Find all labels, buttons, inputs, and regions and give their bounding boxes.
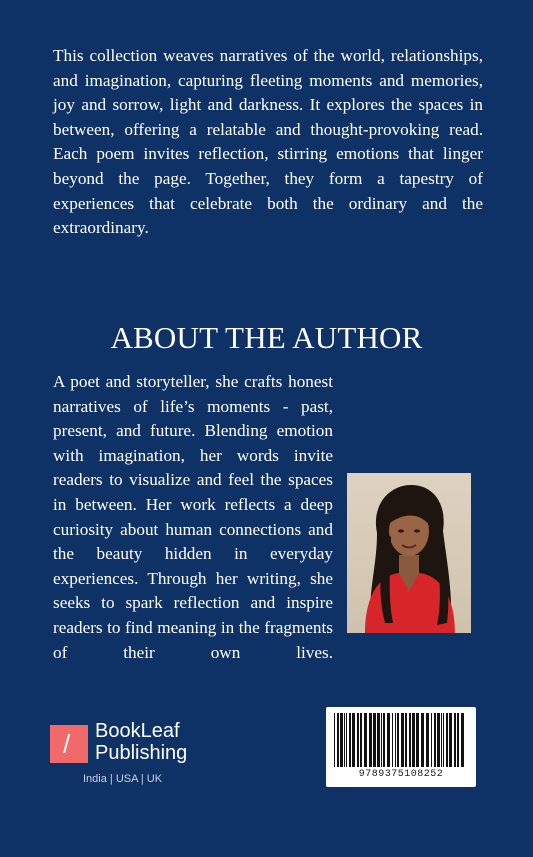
barcode-bar: [446, 713, 448, 767]
barcode-bar: [377, 713, 380, 767]
barcode-bar: [454, 713, 456, 767]
barcode-bar: [449, 713, 452, 767]
barcode-bar: [387, 713, 390, 767]
barcode-bar: [381, 713, 382, 767]
author-photo: [347, 473, 471, 633]
barcode-bar: [392, 713, 393, 767]
barcode-bar: [409, 713, 411, 767]
barcode-bar: [434, 713, 436, 767]
barcode-bar: [337, 713, 339, 767]
publisher-regions: India | USA | UK: [83, 773, 163, 785]
barcode-bar: [334, 713, 335, 767]
author-portrait-icon: [347, 473, 471, 633]
barcode-bar: [349, 713, 351, 767]
barcode-bar: [443, 713, 444, 767]
barcode-bar: [344, 713, 345, 767]
isbn-number: 9789375108252: [358, 769, 444, 780]
back-cover-blurb: This collection weaves narratives of the world, relationships, and imagination, capturing fleeting moments and memories, joy and sorrow, light and darkness. It explores the spaces in between, offering a relatable and thought-provoking read. Each poem invites reflection, stirring emotions that linger beyond the page. Together, they form a tapestry of experiences that celebrate both the ordinary and the extraordinary.: [53, 46, 483, 238]
barcode-bar: [431, 713, 432, 767]
about-author-heading: ABOUT THE AUTHOR: [110, 320, 423, 355]
publisher-mark-icon: /: [50, 725, 88, 763]
barcode-bar: [346, 713, 347, 767]
barcode-bar: [426, 713, 429, 767]
barcode-bar: [457, 713, 459, 767]
barcode-bar: [369, 713, 372, 767]
barcode-bar: [421, 713, 424, 767]
barcode-bar: [461, 713, 464, 767]
barcode-bar: [416, 713, 419, 767]
barcode-bar: [441, 713, 442, 767]
barcode-bar: [437, 713, 440, 767]
publisher-name-line2: Publishing: [95, 742, 188, 764]
publisher-name: [95, 720, 187, 764]
barcode-bar: [352, 713, 355, 767]
barcode-bar: [412, 713, 415, 767]
publisher-name-line1: BookLeaf: [95, 720, 180, 742]
barcode-icon: [332, 713, 470, 767]
barcode-bar: [401, 713, 404, 767]
isbn-barcode: [326, 707, 476, 787]
barcode-bar: [357, 713, 359, 767]
barcode-bar: [340, 713, 343, 767]
author-bio: A poet and storyteller, she crafts honest narratives of life’s moments - past, present, and future. Blending emotion with imagination, her words invite readers to visualize and feel the spaces in between. Her work reflects a deep curiosity about human connections and the beauty hidden in everyday experiences. Through her writing, she seeks to spark reflection and inspire readers to find meaning in the fragments of their own lives.: [53, 372, 333, 662]
barcode-bar: [373, 713, 376, 767]
barcode-bar: [405, 713, 407, 767]
barcode-bar: [395, 713, 396, 767]
barcode-bar: [397, 713, 399, 767]
barcode-bar: [364, 713, 367, 767]
barcode-bar: [383, 713, 385, 767]
barcode-bar: [360, 713, 362, 767]
